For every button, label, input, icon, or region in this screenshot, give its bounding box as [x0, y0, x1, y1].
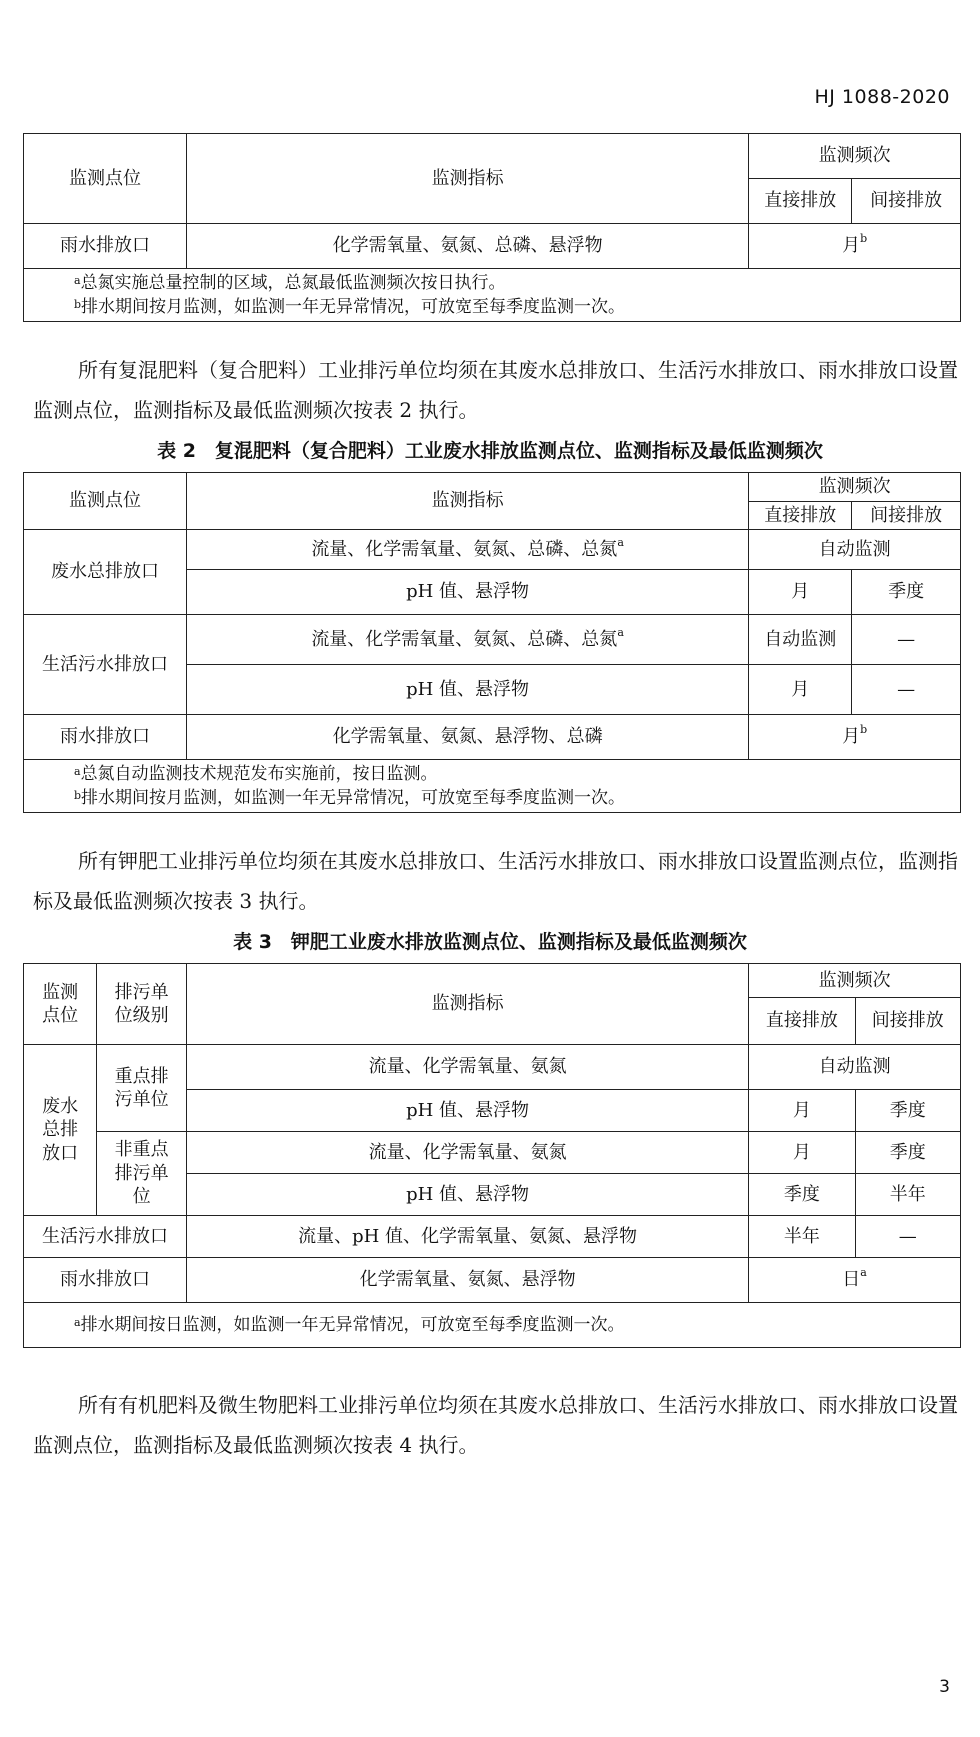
header-monitoring-frequency: 监测频次 [749, 964, 961, 998]
header-unit-level: 排污单 位级别 [97, 964, 187, 1045]
indirect-frequency-cell: 季度 [855, 1132, 960, 1174]
direct-frequency-cell: 自动监测 [749, 615, 852, 665]
header-monitoring-point: 监测 点位 [24, 964, 97, 1045]
table-3-caption: 表 3 钾肥工业废水排放监测点位、监测指标及最低监测频次 [233, 931, 747, 953]
indirect-frequency-cell: — [852, 665, 961, 715]
point-cell: 废水 总排 放口 [24, 1045, 97, 1216]
unit-level-cell: 非重点 排污单 位 [97, 1132, 187, 1216]
paragraph: 所有复混肥料（复合肥料）工业排污单位均须在其废水总排放口、生活污水排放口、雨水排放口设置监测点位，监测指标及最低监测频次按表 2 执行。 [33, 358, 958, 422]
frequency-cell: 自动监测 [749, 1045, 961, 1090]
point-cell: 生活污水排放口 [24, 615, 187, 715]
frequency-cell: 月$^b$ [749, 224, 961, 269]
point-cell: 生活污水排放口 [24, 1216, 187, 1258]
header-monitoring-indicator: 监测指标 [187, 134, 749, 224]
point-cell: 废水总排放口 [24, 530, 187, 615]
header-monitoring-frequency: 监测频次 [749, 134, 961, 179]
direct-frequency-cell: 月 [749, 1090, 855, 1132]
document-code: HJ 1088-2020 [814, 86, 950, 108]
table-row [24, 1216, 961, 1258]
direct-frequency-cell: 月 [749, 570, 852, 615]
page-number: 3 [939, 1677, 950, 1697]
indirect-frequency-cell: 季度 [855, 1090, 960, 1132]
footnote: $^a$总氮自动监测技术规范发布实施前，按日监测。 [74, 764, 438, 784]
frequency-cell: 月$^b$ [749, 715, 961, 760]
table-row [24, 1132, 961, 1174]
table-2 [23, 472, 961, 813]
footnote: $^a$总氮实施总量控制的区域，总氮最低监测频次按日执行。 [74, 273, 506, 293]
header-monitoring-point: 监测点位 [24, 473, 187, 530]
table-row [24, 615, 961, 665]
table-2-caption: 表 2 复混肥料（复合肥料）工业废水排放监测点位、监测指标及最低监测频次 [157, 440, 823, 462]
indirect-frequency-cell: 半年 [855, 1174, 960, 1216]
point-cell: 雨水排放口 [24, 224, 187, 269]
header-monitoring-point: 监测点位 [24, 134, 187, 224]
indicator-cell: pH 值、悬浮物 [187, 570, 749, 615]
direct-frequency-cell: 月 [749, 1132, 855, 1174]
header-indirect-discharge: 间接排放 [852, 179, 961, 224]
table-row [24, 715, 961, 760]
indirect-frequency-cell: — [852, 615, 961, 665]
indicator-cell: 流量、化学需氧量、氨氮 [186, 1132, 748, 1174]
footnote: $^b$排水期间按月监测，如监测一年无异常情况，可放宽至每季度监测一次。 [74, 297, 626, 317]
indicator-cell: 流量、pH 值、化学需氧量、氨氮、悬浮物 [186, 1216, 748, 1258]
indicator-cell: pH 值、悬浮物 [186, 1174, 748, 1216]
indicator-cell: pH 值、悬浮物 [187, 665, 749, 715]
indicator-cell: 化学需氧量、氨氮、总磷、悬浮物 [187, 224, 749, 269]
paragraph: 所有有机肥料及微生物肥料工业排污单位均须在其废水总排放口、生活污水排放口、雨水排放口设置监测点位，监测指标及最低监测频次按表 4 执行。 [33, 1393, 958, 1457]
footnote: $^b$排水期间按月监测，如监测一年无异常情况，可放宽至每季度监测一次。 [74, 788, 626, 808]
header-monitoring-indicator: 监测指标 [186, 964, 748, 1045]
indicator-cell: pH 值、悬浮物 [186, 1090, 748, 1132]
indirect-frequency-cell: 季度 [852, 570, 961, 615]
point-cell: 雨水排放口 [24, 715, 187, 760]
direct-frequency-cell: 半年 [749, 1216, 855, 1258]
indicator-cell: 流量、化学需氧量、氨氮 [186, 1045, 748, 1090]
footnote: $^a$排水期间按日监测，如监测一年无异常情况，可放宽至每季度监测一次。 [74, 1315, 625, 1335]
indicator-cell: 化学需氧量、氨氮、悬浮物 [186, 1258, 748, 1303]
point-cell: 雨水排放口 [24, 1258, 187, 1303]
table-notes [24, 1303, 961, 1348]
indicator-cell: 化学需氧量、氨氮、悬浮物、总磷 [187, 715, 749, 760]
direct-frequency-cell: 季度 [749, 1174, 855, 1216]
table-1-continued [23, 133, 961, 322]
paragraph: 所有钾肥工业排污单位均须在其废水总排放口、生活污水排放口、雨水排放口设置监测点位，监测指标及最低监测频次按表 3 执行。 [33, 849, 958, 913]
footnote-mark: b [860, 232, 868, 246]
header-monitoring-indicator: 监测指标 [187, 473, 749, 530]
table-3 [23, 963, 961, 1348]
indicator-cell: 流量、化学需氧量、氨氮、总磷、总氮$^a$ [187, 615, 749, 665]
header-indirect-discharge: 间接排放 [852, 502, 961, 530]
table-notes [24, 269, 961, 322]
header-direct-discharge: 直接排放 [749, 179, 852, 224]
header-direct-discharge: 直接排放 [749, 998, 855, 1045]
table-row [24, 1045, 961, 1090]
table-row [24, 224, 961, 269]
table-row [24, 530, 961, 570]
header-indirect-discharge: 间接排放 [855, 998, 960, 1045]
table-notes [24, 760, 961, 813]
indicator-cell: 流量、化学需氧量、氨氮、总磷、总氮$^a$ [187, 530, 749, 570]
header-direct-discharge: 直接排放 [749, 502, 852, 530]
table-row [24, 1258, 961, 1303]
direct-frequency-cell: 月 [749, 665, 852, 715]
unit-level-cell: 重点排 污单位 [97, 1045, 187, 1132]
header-monitoring-frequency: 监测频次 [749, 473, 961, 502]
indirect-frequency-cell: — [855, 1216, 960, 1258]
frequency-cell: 日$^a$ [749, 1258, 961, 1303]
frequency-cell: 自动监测 [749, 530, 961, 570]
